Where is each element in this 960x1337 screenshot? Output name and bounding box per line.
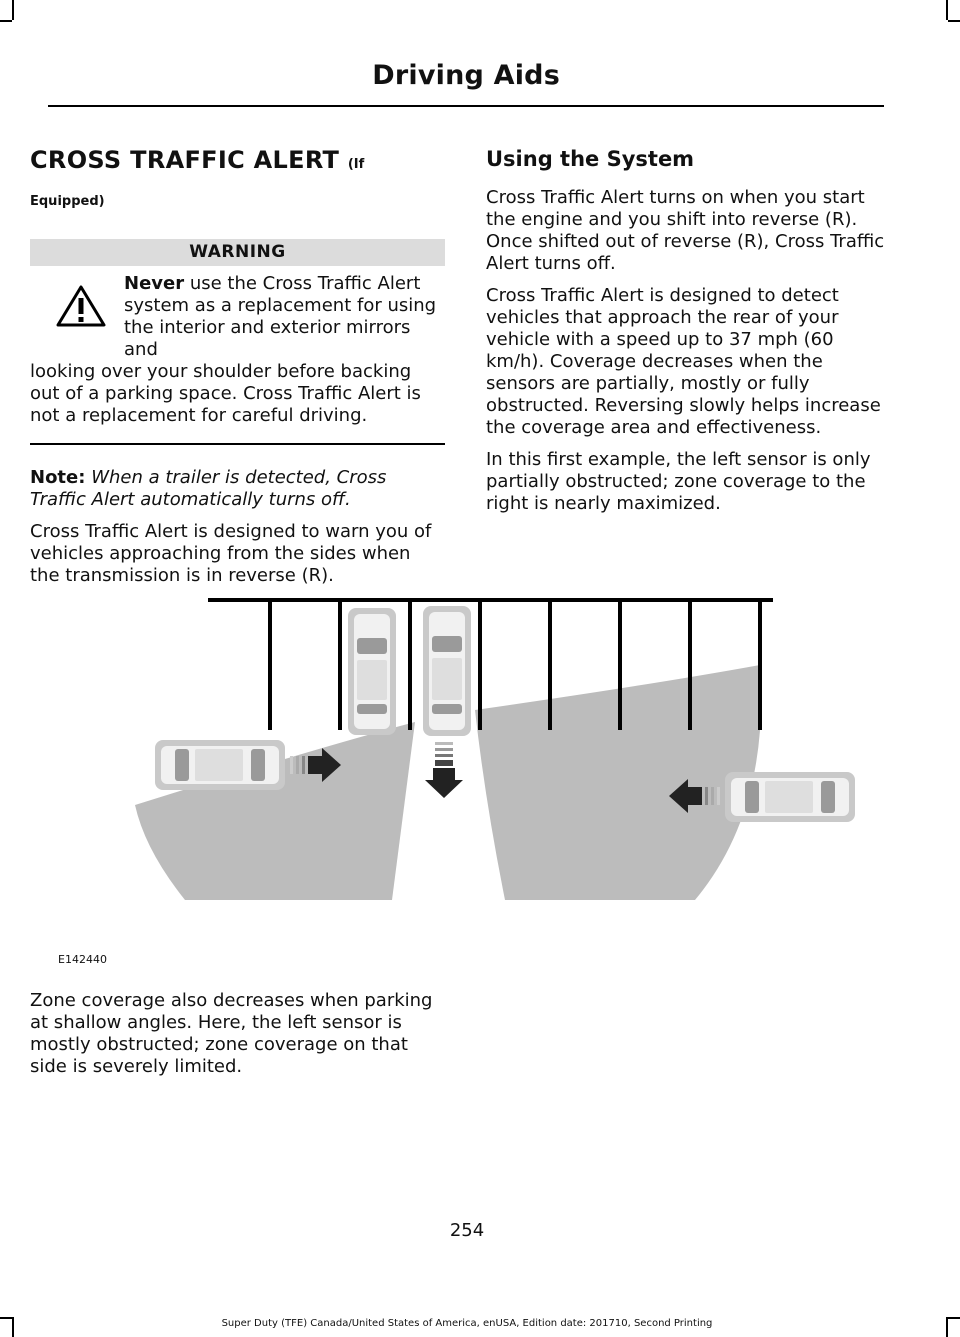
warning-line-3: the interior and exterior mirrors and: [124, 317, 411, 360]
crop-mark: [946, 1317, 948, 1337]
right-paragraph-2: Cross Traffic Alert is designed to detect vehicles that approach the rear of your vehicle with a speed up to 37 mph (60 km/h). Coverage decreases when the sensors are partially, mostly or fully obstructed. Reversing slowly helps increase the coverage area and effectiveness.: [486, 285, 881, 438]
section-title-suffix: (If: [347, 157, 365, 172]
footer-text: Super Duty (TFE) Canada/United States of America, enUSA, Edition date: 201710, Second Printing: [221, 1318, 713, 1329]
parked-car: [348, 608, 396, 735]
figure-code: E142440: [58, 953, 107, 966]
right-column: [486, 145, 886, 525]
crop-mark: [948, 1317, 960, 1319]
curb-line: [208, 598, 773, 602]
right-paragraph-3: In this first example, the left sensor is only partially obstructed; zone coverage to the right is nearly maximized.: [486, 449, 871, 514]
crop-mark: [12, 0, 14, 20]
note: [30, 467, 445, 511]
own-vehicle: [423, 606, 471, 736]
warning-rule: [30, 443, 445, 445]
left-paragraph: Cross Traffic Alert is designed to warn you of vehicles approaching from the sides when the transmission is in reverse (R).: [30, 520, 432, 586]
right-paragraph-1: Cross Traffic Alert turns on when you start the engine and you shift into reverse (R). Once shifted out of reverse (R), Cross Traffic Alert turns off.: [486, 187, 885, 274]
section-title: [30, 145, 445, 180]
left-column: [30, 145, 445, 587]
page-header-title: Driving Aids: [372, 60, 560, 91]
warning-rest: looking over your shoulder before backing out of a parking space. Cross Traffic Alert is not a replacement for careful driving.: [30, 361, 421, 426]
warning-label: WARNING: [30, 239, 445, 266]
header-rule: [48, 105, 884, 107]
section-title-equipped: Equipped): [30, 194, 105, 209]
using-system-heading: Using the System: [486, 147, 695, 171]
crop-mark: [946, 0, 948, 20]
note-text: When a trailer is detected, Cross Traffic Alert automatically turns off.: [30, 466, 387, 510]
crop-mark: [0, 20, 12, 22]
warning-triangle-icon: [56, 285, 106, 327]
warning-line-2: system as a replacement for using: [124, 295, 437, 316]
page-number: 254: [449, 1220, 485, 1241]
after-figure-paragraph: Zone coverage also decreases when parking at shallow angles. Here, the left sensor is mostly obstructed; zone coverage on that side is severely limited.: [30, 990, 433, 1077]
warning-bold-lead: Never: [124, 273, 185, 294]
approaching-car-right: [725, 772, 855, 822]
cross-traffic-diagram: [130, 590, 870, 910]
note-label: Note:: [30, 466, 86, 488]
crop-mark: [948, 20, 960, 22]
reverse-arrow-icon: [425, 742, 463, 798]
approaching-car-left: [155, 740, 285, 790]
section-title-text: CROSS TRAFFIC ALERT: [30, 146, 340, 174]
warning-body: [30, 273, 445, 427]
warning-line-1-text: use the Cross Traffic Alert: [184, 273, 421, 294]
